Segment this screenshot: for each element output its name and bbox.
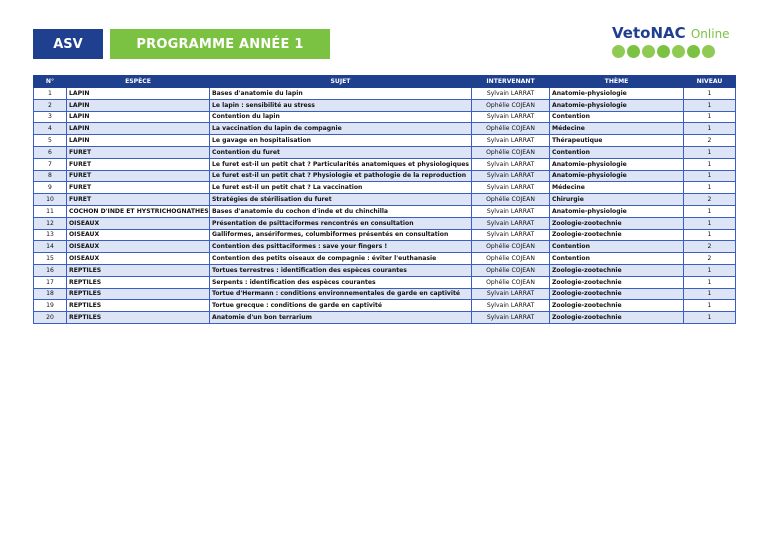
col-theme-cell: Anatomie-physiologie <box>550 88 684 100</box>
col-number-cell: 11 <box>34 205 67 217</box>
col-theme-cell: Anatomie-physiologie <box>550 205 684 217</box>
col-speaker-cell: Sylvain LARRAT <box>472 229 550 241</box>
col-speaker-cell: Sylvain LARRAT <box>472 217 550 229</box>
col-speaker-cell: Sylvain LARRAT <box>472 158 550 170</box>
col-subject-cell: Présentation de psittaciformes rencontrés en consultation <box>210 217 472 229</box>
table-row <box>34 253 736 265</box>
col-species-cell: REPTILES <box>67 312 210 324</box>
table-row <box>34 123 736 135</box>
asv-badge: ASV <box>33 29 103 59</box>
col-species-cell: FURET <box>67 158 210 170</box>
hedgehog-icon <box>702 45 715 58</box>
col-species-cell: LAPIN <box>67 135 210 147</box>
col-level-cell: 1 <box>684 217 736 229</box>
col-speaker-cell: Ophélie COJEAN <box>472 276 550 288</box>
table-row <box>34 312 736 324</box>
table-row <box>34 158 736 170</box>
col-level-cell: 1 <box>684 146 736 158</box>
snake-icon <box>627 45 640 58</box>
col-subject-cell: Le lapin : sensibilité au stress <box>210 99 472 111</box>
col-theme-cell: Zoologie-zootechnie <box>550 288 684 300</box>
col-number-cell: 5 <box>34 135 67 147</box>
col-subject-cell: Tortue grecque : conditions de garde en captivité <box>210 300 472 312</box>
col-level-cell: 2 <box>684 253 736 265</box>
col-speaker-cell: Sylvain LARRAT <box>472 288 550 300</box>
col-number-cell: 17 <box>34 276 67 288</box>
table-row <box>34 217 736 229</box>
col-number-cell: 19 <box>34 300 67 312</box>
col-subject-cell: Le furet est-il un petit chat ? La vaccination <box>210 182 472 194</box>
col-level-cell: 1 <box>684 229 736 241</box>
table-row <box>34 300 736 312</box>
table-row <box>34 182 736 194</box>
col-species-cell: LAPIN <box>67 123 210 135</box>
col-species-cell: FURET <box>67 146 210 158</box>
col-subject-cell: Tortue d'Hermann : conditions environnementales de garde en captivité <box>210 288 472 300</box>
col-subject-cell: Contention des petits oiseaux de compagnie : éviter l'euthanasie <box>210 253 472 265</box>
col-number-cell: 20 <box>34 312 67 324</box>
col-species-cell: FURET <box>67 194 210 206</box>
bird-icon <box>612 45 625 58</box>
col-subject-cell: Contention du furet <box>210 146 472 158</box>
col-number-cell: 10 <box>34 194 67 206</box>
col-level-cell: 1 <box>684 111 736 123</box>
table-row <box>34 264 736 276</box>
col-theme-cell: Contention <box>550 111 684 123</box>
col-theme-cell: Zoologie-zootechnie <box>550 312 684 324</box>
col-species-cell: REPTILES <box>67 276 210 288</box>
col-subject-header: SUJET <box>210 76 472 88</box>
col-number-cell: 18 <box>34 288 67 300</box>
col-number-cell: 8 <box>34 170 67 182</box>
col-species-cell: REPTILES <box>67 288 210 300</box>
col-species-cell: OISEAUX <box>67 241 210 253</box>
col-level-cell: 1 <box>684 300 736 312</box>
col-number-cell: 6 <box>34 146 67 158</box>
col-number-cell: 15 <box>34 253 67 265</box>
rabbit-icon <box>642 45 655 58</box>
col-theme-cell: Contention <box>550 146 684 158</box>
col-theme-cell: Thérapeutique <box>550 135 684 147</box>
col-theme-cell: Zoologie-zootechnie <box>550 276 684 288</box>
col-subject-cell: Bases d'anatomie du lapin <box>210 88 472 100</box>
col-subject-cell: Contention des psittaciformes : save your fingers ! <box>210 241 472 253</box>
table-row <box>34 146 736 158</box>
col-level-header: NIVEAU <box>684 76 736 88</box>
col-speaker-cell: Sylvain LARRAT <box>472 88 550 100</box>
col-species-cell: OISEAUX <box>67 217 210 229</box>
col-speaker-cell: Ophélie COJEAN <box>472 264 550 276</box>
table-row <box>34 205 736 217</box>
col-theme-cell: Zoologie-zootechnie <box>550 217 684 229</box>
table-row <box>34 170 736 182</box>
col-level-cell: 2 <box>684 135 736 147</box>
col-level-cell: 1 <box>684 170 736 182</box>
col-species-cell: REPTILES <box>67 264 210 276</box>
col-theme-cell: Contention <box>550 241 684 253</box>
col-theme-cell: Contention <box>550 253 684 265</box>
col-level-cell: 1 <box>684 312 736 324</box>
logo-icons <box>612 45 740 58</box>
logo-wordmark <box>612 24 740 43</box>
col-species-cell: OISEAUX <box>67 253 210 265</box>
fish-icon <box>687 45 700 58</box>
col-number-cell: 16 <box>34 264 67 276</box>
col-number-cell: 13 <box>34 229 67 241</box>
col-subject-cell: Tortues terrestres : identification des espèces courantes <box>210 264 472 276</box>
col-speaker-cell: Sylvain LARRAT <box>472 312 550 324</box>
col-species-header: ESPÈCE <box>67 76 210 88</box>
col-species-cell: LAPIN <box>67 111 210 123</box>
col-species-cell: FURET <box>67 170 210 182</box>
col-level-cell: 1 <box>684 158 736 170</box>
col-level-cell: 1 <box>684 88 736 100</box>
col-level-cell: 1 <box>684 182 736 194</box>
col-subject-cell: Anatomie d'un bon terrarium <box>210 312 472 324</box>
col-theme-cell: Médecine <box>550 123 684 135</box>
col-subject-cell: Le furet est-il un petit chat ? Physiologie et pathologie de la reproduction <box>210 170 472 182</box>
programme-table <box>33 75 736 324</box>
vetonac-logo <box>612 24 740 64</box>
col-theme-cell: Anatomie-physiologie <box>550 99 684 111</box>
col-species-cell: LAPIN <box>67 99 210 111</box>
col-speaker-cell: Sylvain LARRAT <box>472 182 550 194</box>
col-number-cell: 9 <box>34 182 67 194</box>
table-row <box>34 194 736 206</box>
col-species-cell: COCHON D'INDE ET HYSTRICHOGNATHES <box>67 205 210 217</box>
col-speaker-cell: Ophélie COJEAN <box>472 241 550 253</box>
col-subject-cell: Serpents : identification des espèces courantes <box>210 276 472 288</box>
logo-main-text: VetoNAC <box>612 24 686 42</box>
col-speaker-cell: Sylvain LARRAT <box>472 135 550 147</box>
table-row <box>34 276 736 288</box>
logo-sub-text: Online <box>690 27 730 41</box>
table-header-row <box>34 76 736 88</box>
table-row <box>34 241 736 253</box>
col-level-cell: 1 <box>684 123 736 135</box>
col-number-cell: 7 <box>34 158 67 170</box>
col-subject-cell: Stratégies de stérilisation du furet <box>210 194 472 206</box>
rodent-icon <box>672 45 685 58</box>
col-theme-cell: Zoologie-zootechnie <box>550 229 684 241</box>
table-row <box>34 288 736 300</box>
col-speaker-cell: Ophélie COJEAN <box>472 194 550 206</box>
col-subject-cell: Contention du lapin <box>210 111 472 123</box>
col-number-cell: 3 <box>34 111 67 123</box>
col-speaker-header: INTERVENANT <box>472 76 550 88</box>
col-theme-cell: Zoologie-zootechnie <box>550 264 684 276</box>
col-theme-cell: Médecine <box>550 182 684 194</box>
col-level-cell: 2 <box>684 194 736 206</box>
table-row <box>34 229 736 241</box>
col-level-cell: 1 <box>684 99 736 111</box>
col-speaker-cell: Sylvain LARRAT <box>472 205 550 217</box>
col-number-cell: 2 <box>34 99 67 111</box>
col-speaker-cell: Sylvain LARRAT <box>472 300 550 312</box>
col-species-cell: LAPIN <box>67 88 210 100</box>
col-speaker-cell: Ophélie COJEAN <box>472 99 550 111</box>
col-level-cell: 1 <box>684 276 736 288</box>
col-speaker-cell: Ophélie COJEAN <box>472 123 550 135</box>
col-subject-cell: La vaccination du lapin de compagnie <box>210 123 472 135</box>
col-level-cell: 1 <box>684 264 736 276</box>
col-subject-cell: Bases d'anatomie du cochon d'inde et du chinchilla <box>210 205 472 217</box>
col-speaker-cell: Sylvain LARRAT <box>472 111 550 123</box>
col-subject-cell: Galliformes, ansériformes, columbiformes présentés en consultation <box>210 229 472 241</box>
col-level-cell: 1 <box>684 288 736 300</box>
col-speaker-cell: Ophélie COJEAN <box>472 146 550 158</box>
table-row <box>34 99 736 111</box>
col-number-cell: 4 <box>34 123 67 135</box>
col-theme-header: THÈME <box>550 76 684 88</box>
turtle-icon <box>657 45 670 58</box>
col-theme-cell: Anatomie-physiologie <box>550 158 684 170</box>
col-theme-cell: Chirurgie <box>550 194 684 206</box>
table-row <box>34 88 736 100</box>
col-theme-cell: Anatomie-physiologie <box>550 170 684 182</box>
col-speaker-cell: Sylvain LARRAT <box>472 170 550 182</box>
col-number-header: N° <box>34 76 67 88</box>
col-level-cell: 2 <box>684 241 736 253</box>
col-theme-cell: Zoologie-zootechnie <box>550 300 684 312</box>
col-species-cell: FURET <box>67 182 210 194</box>
programme-title: PROGRAMME ANNÉE 1 <box>110 29 330 59</box>
col-species-cell: REPTILES <box>67 300 210 312</box>
table-row <box>34 111 736 123</box>
col-level-cell: 1 <box>684 205 736 217</box>
col-number-cell: 12 <box>34 217 67 229</box>
table-row <box>34 135 736 147</box>
col-species-cell: OISEAUX <box>67 229 210 241</box>
col-subject-cell: Le furet est-il un petit chat ? Particularités anatomiques et physiologiques <box>210 158 472 170</box>
col-subject-cell: Le gavage en hospitalisation <box>210 135 472 147</box>
col-number-cell: 1 <box>34 88 67 100</box>
col-speaker-cell: Ophélie COJEAN <box>472 253 550 265</box>
col-number-cell: 14 <box>34 241 67 253</box>
